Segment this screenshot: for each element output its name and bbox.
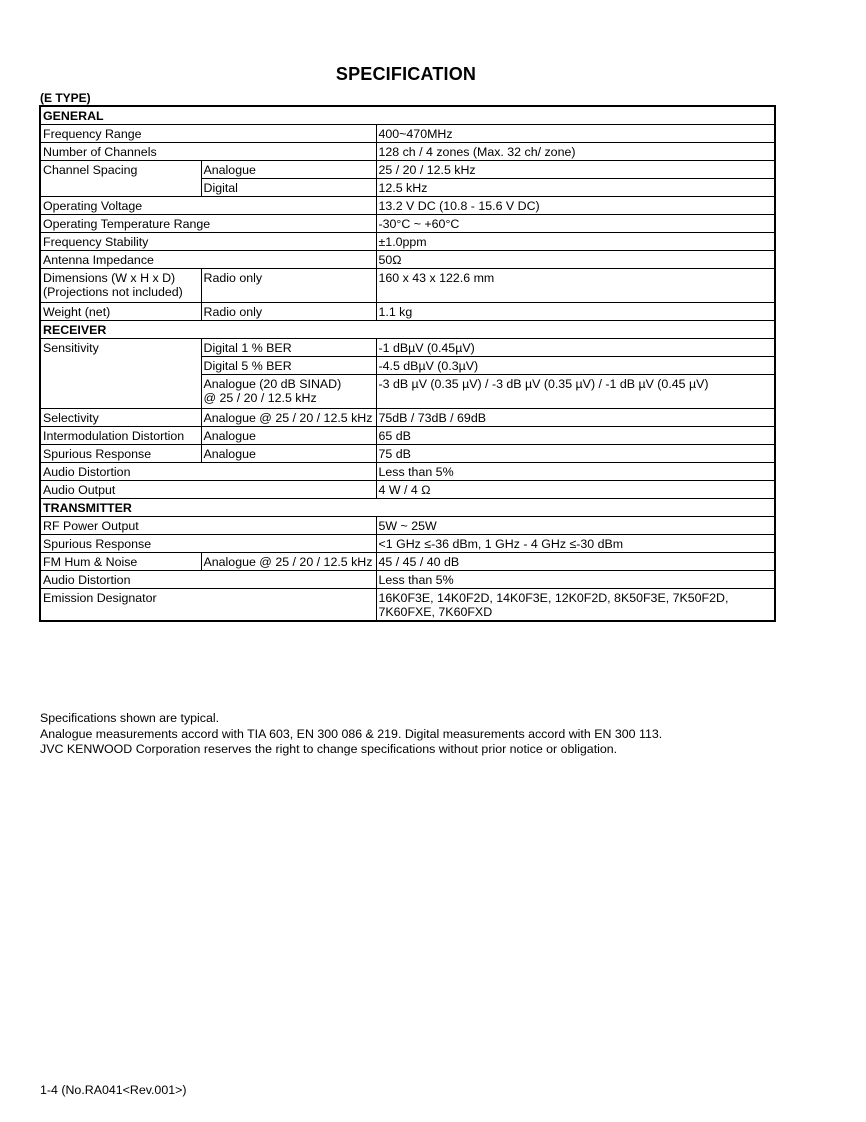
table-row — [40, 517, 775, 535]
page-title: SPECIFICATION — [335, 64, 477, 84]
table-row — [40, 481, 775, 499]
table-row — [40, 535, 775, 553]
row-sublabel: Radio only — [201, 269, 376, 303]
row-label: Spurious Response — [40, 535, 376, 553]
row-value: 4 W / 4 Ω — [376, 481, 775, 499]
table-row — [40, 215, 775, 233]
row-label: Audio Output — [40, 481, 376, 499]
spec-table — [39, 105, 776, 622]
table-row — [40, 161, 775, 179]
table-row — [40, 143, 775, 161]
page-footer: 1-4 (No.RA041<Rev.001>) — [40, 1083, 187, 1097]
row-label-line: Dimensions (W x H x D) — [43, 271, 176, 285]
row-label-line: (Projections not included) — [43, 285, 183, 299]
row-value: 5W ~ 25W — [376, 517, 775, 535]
section-transmitter — [40, 499, 775, 517]
row-value: -3 dB µV (0.35 µV) / -3 dB µV (0.35 µV) / -1 dB µV (0.45 µV) — [376, 375, 775, 409]
row-value-line: 7K60FXE, 7K60FXD — [378, 605, 493, 619]
row-sublabel: Analogue @ 25 / 20 / 12.5 kHz — [201, 409, 376, 427]
row-label: FM Hum & Noise — [40, 553, 201, 571]
row-label: Operating Voltage — [40, 197, 376, 215]
table-row — [40, 303, 775, 321]
row-value: 75dB / 73dB / 69dB — [376, 409, 775, 427]
row-label: Frequency Range — [40, 125, 376, 143]
table-row — [40, 125, 775, 143]
row-label: Frequency Stability — [40, 233, 376, 251]
table-row — [40, 251, 775, 269]
row-label: Audio Distortion — [40, 571, 376, 589]
row-value: 65 dB — [376, 427, 775, 445]
table-row — [40, 589, 775, 622]
row-value: -30°C ~ +60°C — [376, 215, 775, 233]
row-value: 13.2 V DC (10.8 - 15.6 V DC) — [376, 197, 775, 215]
table-row — [40, 445, 775, 463]
table-row — [40, 571, 775, 589]
row-label: RF Power Output — [40, 517, 376, 535]
row-label: Number of Channels — [40, 143, 376, 161]
table-row — [40, 233, 775, 251]
table-row — [40, 427, 775, 445]
row-sublabel: Analogue — [201, 445, 376, 463]
row-value — [376, 589, 775, 622]
row-sublabel: Digital — [201, 179, 376, 197]
row-value: 1.1 kg — [376, 303, 775, 321]
row-sublabel: Digital 1 % BER — [201, 339, 376, 357]
row-value: -4.5 dBµV (0.3µV) — [376, 357, 775, 375]
spec-notes — [40, 711, 662, 758]
note-line: Specifications shown are typical. — [40, 711, 220, 725]
section-heading: GENERAL — [40, 106, 775, 125]
row-label — [40, 269, 201, 303]
row-sublabel-line: Analogue (20 dB SINAD) — [203, 377, 342, 391]
row-label: Selectivity — [40, 409, 201, 427]
section-receiver — [40, 321, 775, 339]
note-line: Analogue measurements accord with TIA 603, EN 300 086 & 219. Digital measurements accord with EN 300 113. — [40, 726, 663, 741]
row-value: 160 x 43 x 122.6 mm — [376, 269, 775, 303]
table-row — [40, 197, 775, 215]
row-value: <1 GHz ≤-36 dBm, 1 GHz - 4 GHz ≤-30 dBm — [376, 535, 775, 553]
table-row — [40, 553, 775, 571]
table-row — [40, 339, 775, 357]
row-value: ±1.0ppm — [376, 233, 775, 251]
row-label: Audio Distortion — [40, 463, 376, 481]
row-sublabel: Analogue — [201, 161, 376, 179]
row-value: 128 ch / 4 zones (Max. 32 ch/ zone) — [376, 143, 775, 161]
table-row — [40, 463, 775, 481]
row-sublabel: Analogue @ 25 / 20 / 12.5 kHz — [201, 553, 376, 571]
row-value: Less than 5% — [376, 571, 775, 589]
row-sublabel: Analogue — [201, 427, 376, 445]
row-value: 45 / 45 / 40 dB — [376, 553, 775, 571]
row-value-line: 16K0F3E, 14K0F2D, 14K0F3E, 12K0F2D, 8K50F3E, 7K50F2D, — [378, 591, 729, 605]
row-sublabel: Digital 5 % BER — [201, 357, 376, 375]
row-sublabel-line: @ 25 / 20 / 12.5 kHz — [203, 391, 317, 405]
type-label: (E TYPE) — [40, 91, 91, 105]
row-sublabel — [201, 375, 376, 409]
row-label: Spurious Response — [40, 445, 201, 463]
note-line: JVC KENWOOD Corporation reserves the right to change specifications without prior notice or obligation. — [40, 742, 618, 756]
row-label: Antenna Impedance — [40, 251, 376, 269]
section-general — [40, 106, 775, 125]
row-label: Operating Temperature Range — [40, 215, 376, 233]
row-label: Channel Spacing — [40, 161, 201, 197]
row-value: 75 dB — [376, 445, 775, 463]
row-label: Intermodulation Distortion — [40, 427, 201, 445]
row-label: Emission Designator — [40, 589, 376, 622]
row-sublabel: Radio only — [201, 303, 376, 321]
table-row — [40, 269, 775, 303]
section-heading: RECEIVER — [40, 321, 775, 339]
row-label: Sensitivity — [40, 339, 201, 409]
row-value: -1 dBµV (0.45µV) — [376, 339, 775, 357]
row-value: Less than 5% — [376, 463, 775, 481]
row-value: 25 / 20 / 12.5 kHz — [376, 161, 775, 179]
row-value: 12.5 kHz — [376, 179, 775, 197]
row-value: 400~470MHz — [376, 125, 775, 143]
section-heading: TRANSMITTER — [40, 499, 775, 517]
row-value: 50Ω — [376, 251, 775, 269]
table-row — [40, 409, 775, 427]
row-label: Weight (net) — [40, 303, 201, 321]
